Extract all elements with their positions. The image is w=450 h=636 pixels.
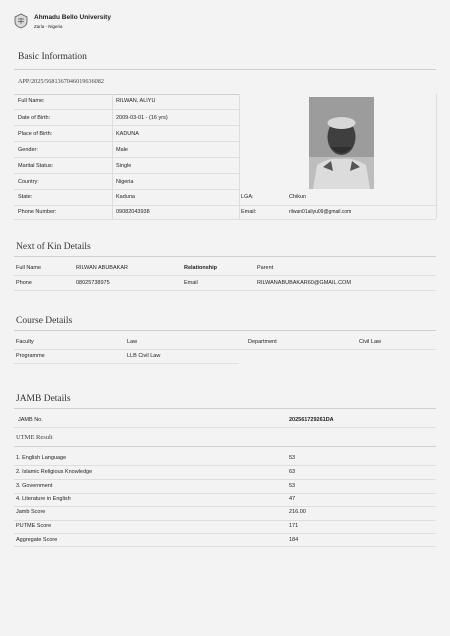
kin-row	[14, 260, 436, 276]
subject-score: 63	[289, 469, 296, 475]
subject-score: 216.00	[289, 509, 306, 515]
kin-row	[14, 275, 436, 291]
full-name-label: Full Name:	[18, 98, 45, 104]
subject-name: 4. Literature in English	[16, 496, 71, 502]
university-name: Ahmadu Bello University	[34, 14, 111, 21]
dob-value: 2009-03-01 - (16 yrs)	[116, 115, 168, 121]
subject-name: Jamb Score	[16, 509, 46, 515]
kin-full-name-value: RILWAN ABUBAKAR	[76, 265, 128, 271]
university-logo	[13, 13, 29, 34]
jamb-details-title: JAMB Details	[16, 394, 71, 404]
basic-info-title: Basic Information	[18, 52, 87, 62]
faculty-label: Faculty	[16, 339, 34, 345]
field-row	[14, 142, 239, 158]
kin-full-name-label: Full Name	[16, 265, 42, 271]
marital-status-value: Single	[116, 163, 132, 169]
faculty-value: Law	[127, 339, 138, 345]
department-value: Civil Law	[359, 339, 382, 345]
department-label: Department	[248, 339, 277, 345]
pob-label: Place of Birth:	[18, 131, 53, 137]
kin-relationship-label: Relationship	[184, 265, 218, 271]
utme-result-title: UTME Result	[16, 434, 53, 441]
field-row	[14, 174, 239, 190]
subject-name: 2. Islamic Religious Knowledge	[16, 469, 93, 475]
pob-value: KADUNA	[116, 131, 139, 137]
gender-value: Male	[116, 147, 128, 153]
country-value: Nigeria	[116, 179, 134, 185]
subject-score: 171	[289, 523, 299, 529]
phone-label: Phone Number:	[18, 209, 57, 215]
subject-score: 53	[289, 483, 296, 489]
kin-phone-value: 08025738975	[76, 280, 110, 286]
kin-phone-label: Phone	[16, 280, 32, 286]
gender-label: Gender:	[18, 147, 38, 153]
lga-value: Chikun	[289, 194, 307, 200]
dob-label: Date of Birth:	[18, 115, 51, 121]
kin-email-value: RILWANABUBAKAR60@GMAIL.COM	[257, 280, 351, 286]
subject-score: 47	[289, 496, 296, 502]
application-number: APP/2025/5681367046019636082	[18, 78, 104, 85]
marital-status-label: Marital Status:	[18, 163, 54, 169]
course-row	[14, 348, 239, 364]
subject-score: 53	[289, 455, 296, 461]
field-row	[14, 126, 239, 142]
kin-email-label: Email	[184, 280, 198, 286]
subject-name: Aggregate Score	[16, 537, 58, 543]
next-of-kin-title: Next of Kin Details	[16, 242, 91, 252]
field-row	[14, 110, 239, 126]
course-details-title: Course Details	[16, 316, 73, 326]
table-row	[14, 531, 436, 547]
passport-photo	[309, 97, 374, 189]
university-location: Zaria - Nigeria	[34, 24, 63, 29]
email-value: rilwan01aliyu09@gmail.com	[289, 209, 352, 215]
subject-name: PUTME Score	[16, 523, 52, 529]
subject-score: 184	[289, 537, 299, 543]
programme-label: Programme	[16, 353, 45, 359]
field-row	[14, 204, 436, 220]
jamb-no-value: 202561729261DA	[289, 417, 334, 423]
full-name-value: RILWAN, ALIYU	[116, 98, 156, 104]
country-label: Country:	[18, 179, 39, 185]
kin-relationship-value: Parent	[257, 265, 274, 271]
field-row	[14, 94, 239, 110]
lga-label: LGA:	[241, 194, 254, 200]
subject-name: 3. Government	[16, 483, 53, 489]
jamb-no-row	[14, 412, 436, 428]
phone-value: 09082043938	[116, 209, 150, 215]
subject-name: 1. English Language	[16, 455, 67, 461]
field-row	[14, 158, 239, 174]
state-label: State:	[18, 194, 33, 200]
programme-value: LLB Civil Law	[127, 353, 161, 359]
jamb-no-label: JAMB No.	[18, 417, 43, 423]
state-value: Kaduna	[116, 194, 135, 200]
email-label: Email:	[241, 209, 257, 215]
